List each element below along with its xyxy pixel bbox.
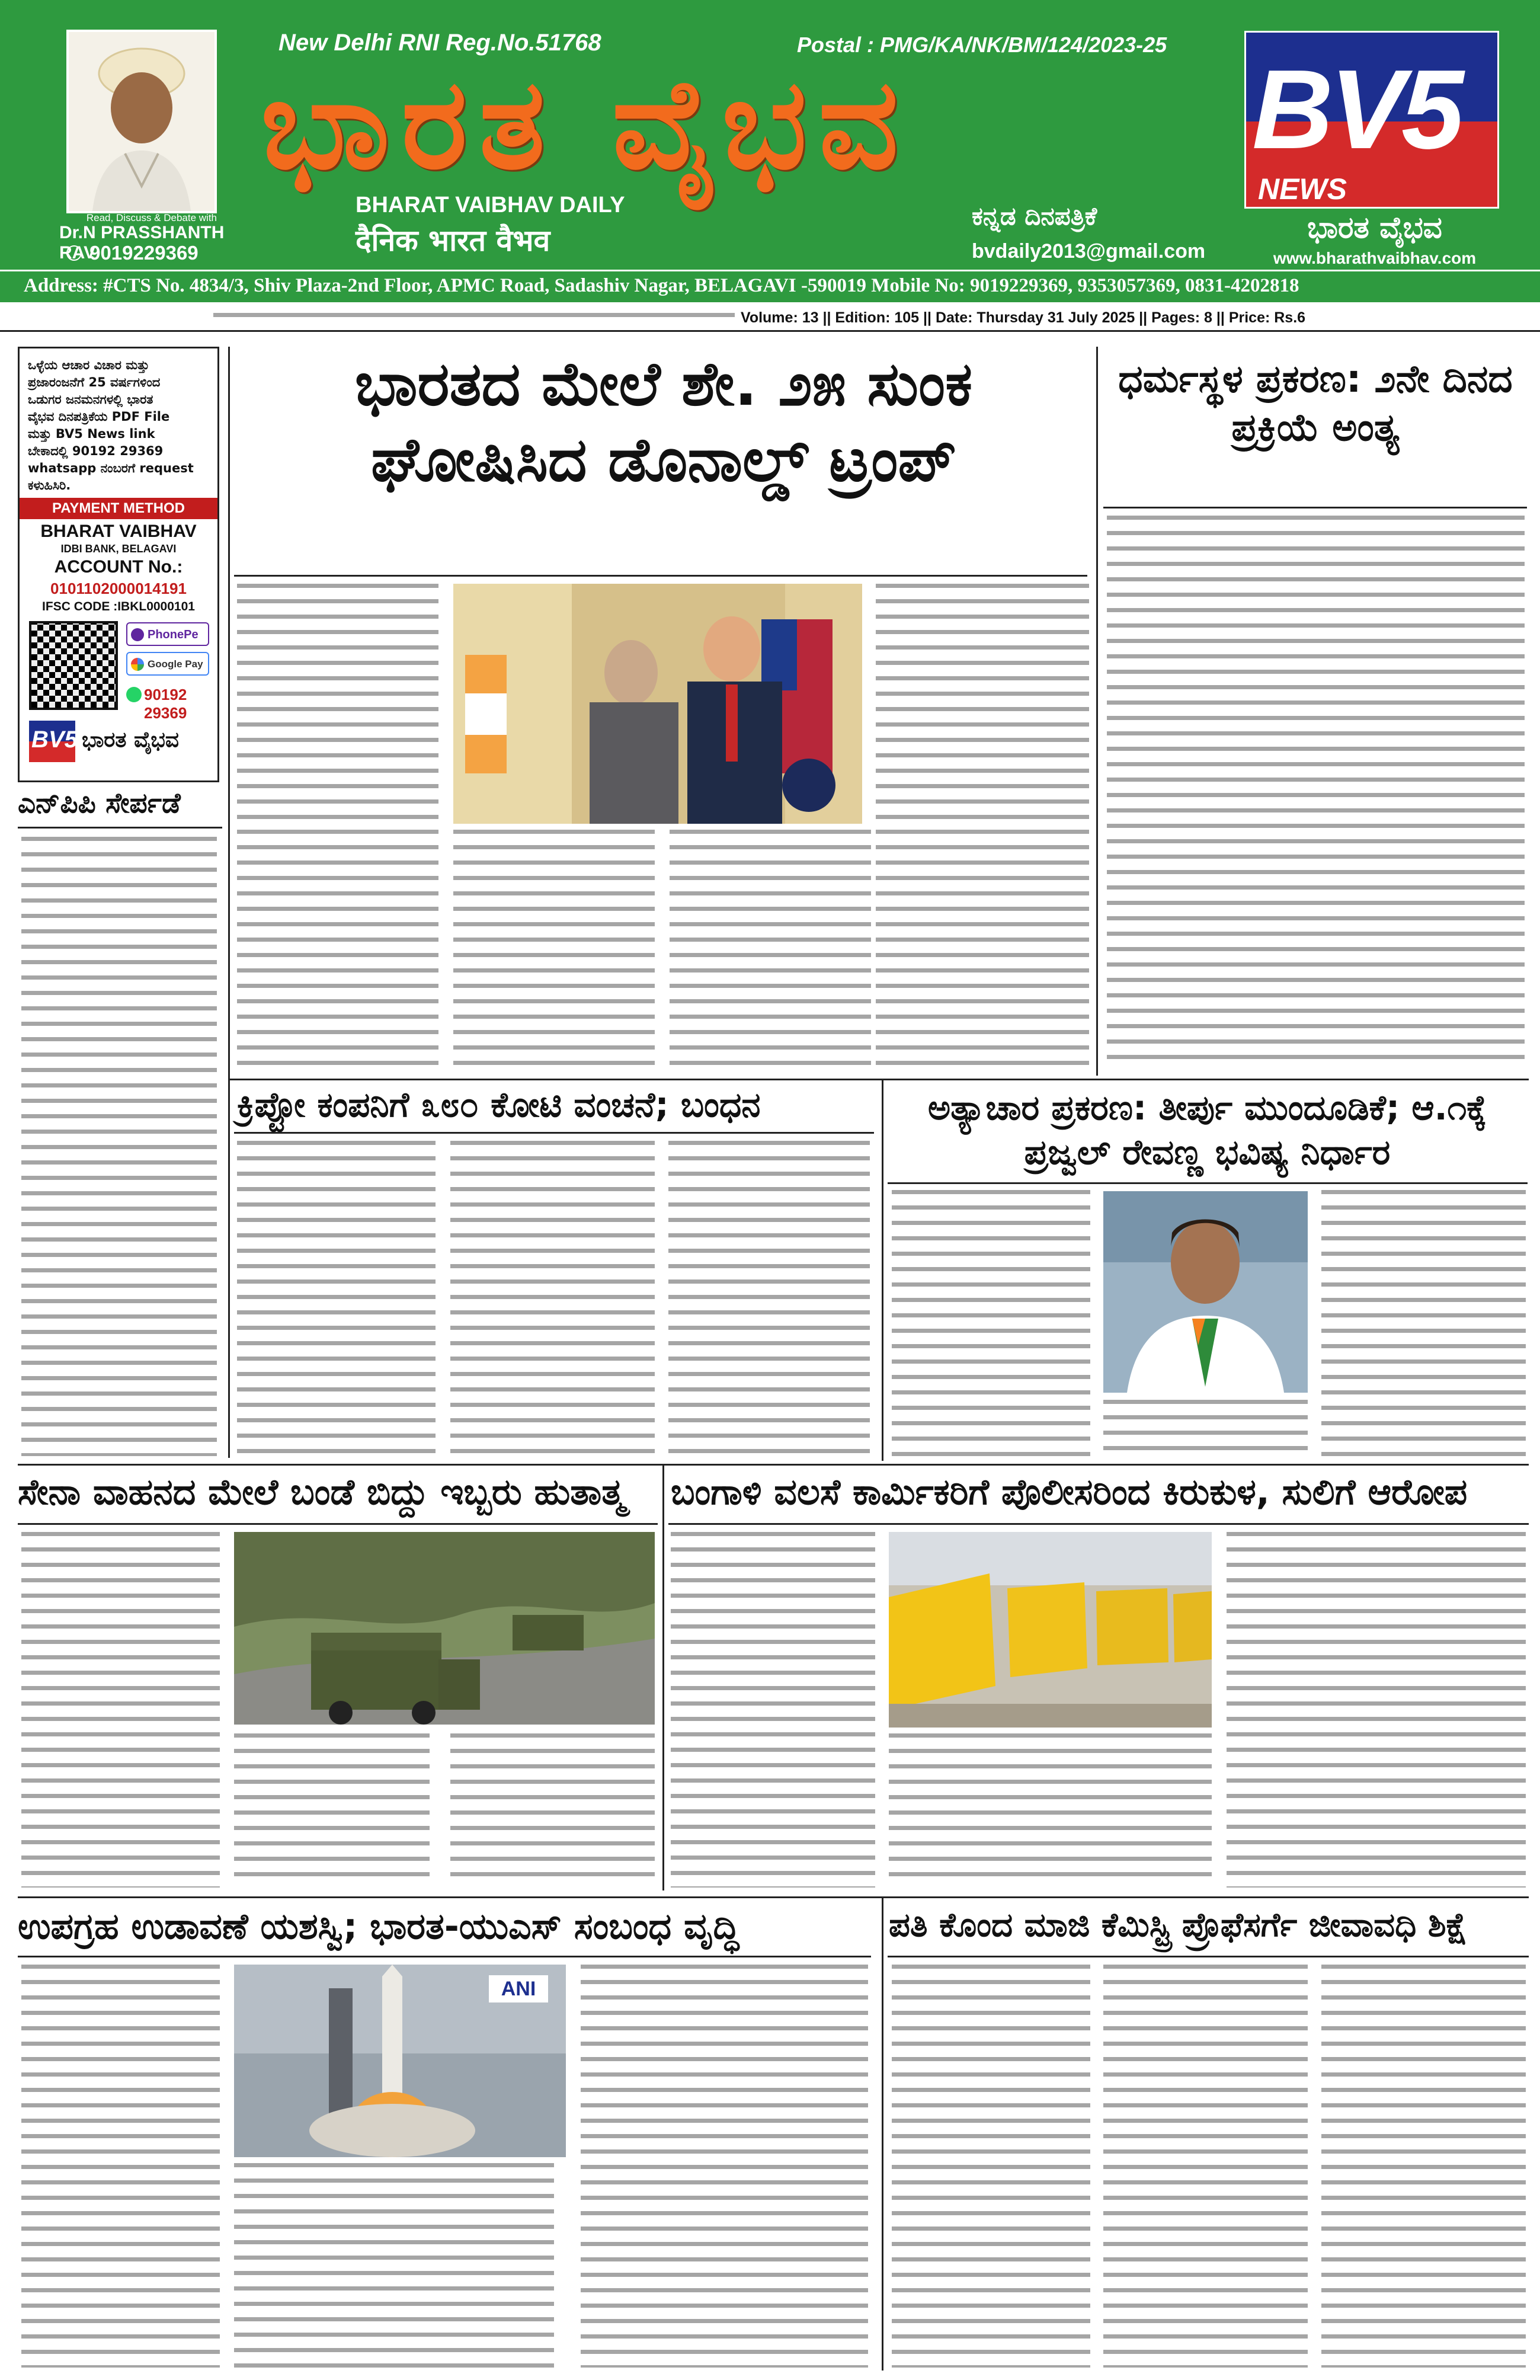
editor-name: Dr.N PRASSHANTH RAV xyxy=(59,223,225,263)
satellite-rule xyxy=(18,1956,871,1957)
row-rule-2 xyxy=(18,1464,1529,1466)
address-bar xyxy=(0,270,1540,302)
army-body-1 xyxy=(21,1532,220,1888)
lead-body-col2 xyxy=(876,584,1089,824)
info-line: ಬೇಕಾದಲ್ಲಿ 90192 29369 xyxy=(28,444,164,458)
crypto-body-3 xyxy=(668,1141,870,1461)
postal-number: Postal : PMG/KA/NK/BM/124/2023-25 xyxy=(797,33,1167,57)
left-column-body xyxy=(21,837,217,1456)
prajwal-rule xyxy=(888,1182,1528,1184)
info-box-lines xyxy=(20,348,217,494)
crypto-rule xyxy=(234,1132,874,1134)
bv5-logo-text: BV5 xyxy=(1252,47,1461,172)
bv5-logo xyxy=(1244,31,1499,209)
satellite-body-3 xyxy=(581,1965,868,2368)
army-truck-image xyxy=(234,1532,655,1725)
bank-name: IDBI BANK, BELAGAVI xyxy=(60,543,177,555)
gpay-icon xyxy=(131,658,144,671)
army-body-3 xyxy=(450,1733,655,1888)
murder-rule xyxy=(888,1956,1529,1957)
lead-rule xyxy=(234,575,1087,577)
phone-icon xyxy=(66,245,82,261)
murder-headline: ಪತಿ ಕೊಂದ ಮಾಜಿ ಕೆಮಿಸ್ಟ್ರಿ ಪ್ರೊಫೆಸರ್ಗೆ ಜೀವಾವಧಿ ಶಿಕ್ಷೆ xyxy=(889,1906,1468,1944)
prajwal-body-2 xyxy=(1321,1190,1526,1460)
col-rule-2 xyxy=(1096,347,1098,1076)
satellite-body-1 xyxy=(21,1965,220,2368)
issue-line-kannada xyxy=(213,313,735,322)
info-line: ವೈಭವ ದಿನಪತ್ರಿಕೆಯ PDF File xyxy=(28,410,170,424)
rni-number: New Delhi RNI Reg.No.51768 xyxy=(278,30,601,56)
right-top-rule xyxy=(1103,507,1527,508)
issue-line-bar xyxy=(0,305,1540,332)
satellite-headline: ಉಪಗ್ರಹ ಉಡಾವಣೆ ಯಶಸ್ವಿ; ಭಾರತ-ಯುಎಸ್ ಸಂಬಂಧ ವೃದ್ಧಿ xyxy=(18,1906,739,1947)
col-rule-4 xyxy=(662,1464,664,1890)
right-top-body xyxy=(1107,516,1525,1070)
bv5-kannada-label: ಭಾರತ ವೈಭವ xyxy=(1307,210,1442,245)
lead-headline: ಭಾರತದ ಮೇಲೆ ಶೇ. ೨೫ ಸುಂಕ ಘೋಷಿಸಿದ ಡೊನಾಲ್ಡ್ ಟ್ರಂಪ್ xyxy=(354,349,973,495)
lead-body-lower-2 xyxy=(453,830,655,1070)
right-top-headline: ಧರ್ಮಸ್ಥಳ ಪ್ರಕರಣ: ೨ನೇ ದಿನದ ಪ್ರಕ್ರಿಯೆ ಅಂತ್ಯ xyxy=(1118,357,1513,450)
masthead-title-english: BHARAT VAIBHAV DAILY xyxy=(356,193,625,217)
col-rule-3 xyxy=(882,1079,883,1461)
phonepe-icon xyxy=(131,628,144,641)
murder-body-2 xyxy=(1103,1965,1308,2368)
bv5-mini-logo xyxy=(29,721,78,762)
editor-photo xyxy=(66,30,217,213)
satellite-photo xyxy=(234,1965,566,2157)
bv5-mini-kannada: ಭಾರತ ವೈಭವ xyxy=(82,728,179,752)
phonepe-badge xyxy=(126,622,209,646)
murder-body-3 xyxy=(1321,1965,1526,2368)
masthead xyxy=(0,0,1540,302)
editor-portrait-image xyxy=(69,32,214,211)
prajwal-photo xyxy=(1103,1191,1308,1393)
prajwal-body-3 xyxy=(1103,1400,1308,1459)
qr-phone xyxy=(126,683,215,722)
army-rule xyxy=(18,1523,658,1525)
editor-phone-row xyxy=(66,242,232,265)
ifsc-code: IFSC CODE :IBKL0000101 xyxy=(42,600,195,613)
ani-watermark: ANI xyxy=(489,1975,548,2002)
murder-body-1 xyxy=(892,1965,1090,2368)
bengal-body-1 xyxy=(671,1532,875,1888)
address-text: Address: #CTS No. 4834/3, Shiv Plaza-2nd Floor, APMC Road, Sadashiv Nagar, BELAGAVI -590019 Mobile No: 9019229369, 9353057369, 0831-4202818 xyxy=(24,275,1299,296)
masthead-title-hindi: दैनिक भारत वैभव xyxy=(356,223,550,258)
info-line: whatsapp ನಂಬರಗೆ request xyxy=(28,461,194,475)
army-photo xyxy=(234,1532,655,1725)
lead-body-lower-3 xyxy=(670,830,871,1070)
lead-body-col1 xyxy=(237,584,438,824)
website-url: www.bharathvaibhav.com xyxy=(1273,249,1477,267)
army-headline: ಸೇನಾ ವಾಹನದ ಮೇಲೆ ಬಂಡೆ ಬಿದ್ದು ಇಬ್ಬರು ಹುತಾತ್ಮ xyxy=(18,1471,626,1513)
info-line: ಒಡುಗರ ಜನಮನಗಳಲ್ಲಿ ಭಾರತ xyxy=(28,392,153,407)
info-line: ಪ್ರಜಾರಂಜನೆಗೆ 25 ವರ್ಷಗಳಿಂದ xyxy=(28,375,161,389)
editor-phone: 9019229369 xyxy=(89,242,198,264)
masthead-title-kannada: ಭಾರತ ವೈಭವ xyxy=(261,52,911,197)
gpay-badge xyxy=(126,652,209,676)
gpay-label: Google Pay xyxy=(148,658,203,670)
payee-name: BHARAT VAIBHAV xyxy=(40,522,197,541)
row-rule-1 xyxy=(228,1079,1529,1080)
bv5-news-text: NEWS xyxy=(1258,172,1347,206)
prajwal-headline: ಅತ್ಯಾಚಾರ ಪ್ರಕರಣ: ತೀರ್ಪು ಮುಂದೂಡಿಕೆ; ಆ.೧ಕ್ಕೆ ಪ್ರಜ್ವಲ್ ರೇವಣ್ಣ ಭವಿಷ್ಯ ನಿರ್ಧಾರ xyxy=(927,1087,1487,1173)
lead-body-lower-4 xyxy=(876,830,1089,1070)
prajwal-body-1 xyxy=(892,1190,1090,1460)
satellite-body-2 xyxy=(234,2163,554,2368)
qr-phone-number: 90192 29369 xyxy=(144,686,187,722)
prajwal-revanna-image xyxy=(1103,1191,1308,1393)
bengal-body-3 xyxy=(1227,1532,1526,1888)
crypto-body-2 xyxy=(450,1141,655,1461)
bengal-rule xyxy=(668,1523,1529,1525)
col-rule-5 xyxy=(882,1896,883,2371)
masthead-email: bvdaily2013@gmail.com xyxy=(972,240,1206,263)
whatsapp-icon xyxy=(126,687,142,702)
payment-method-header: PAYMENT METHOD xyxy=(20,498,217,519)
qr-code xyxy=(29,621,118,710)
account-label: ACCOUNT No.: xyxy=(54,557,183,577)
account-number: 0101102000014191 xyxy=(50,580,187,597)
migrant-shelters-image xyxy=(889,1532,1212,1728)
bengal-photo xyxy=(889,1532,1212,1728)
info-line: ಕಳುಹಿಸಿರಿ. xyxy=(28,478,71,492)
issue-line: Volume: 13 || Edition: 105 || Date: Thursday 31 July 2025 || Pages: 8 || Price: Rs.6 xyxy=(741,309,1306,326)
phonepe-label: PhonePe xyxy=(148,628,198,641)
crypto-body-1 xyxy=(237,1141,436,1461)
bv5-mini-text: BV5 xyxy=(31,727,78,753)
army-body-2 xyxy=(234,1733,430,1888)
col-rule-1 xyxy=(228,347,230,1458)
info-line: ಮತ್ತು BV5 News link xyxy=(28,427,155,441)
modi-trump-handshake-image xyxy=(453,584,862,824)
left-column-rule xyxy=(18,827,222,828)
lead-body-lower-1 xyxy=(237,830,438,1070)
info-line: ಒಳ್ಳೆಯ ಆಚಾರ ವಿಚಾರ ಮತ್ತು xyxy=(28,358,149,372)
bengal-headline: ಬಂಗಾಳಿ ವಲಸೆ ಕಾರ್ಮಿಕರಿಗೆ ಪೊಲೀಸರಿಂದ ಕಿರುಕುಳ, ಸುಲಿಗೆ ಆರೋಪ xyxy=(671,1471,1468,1513)
info-box xyxy=(18,347,219,782)
editor-caption: Read, Discuss & Debate with xyxy=(86,212,217,223)
masthead-tagline: ಕನ್ನಡ ದಿನಪತ್ರಿಕೆ xyxy=(972,201,1097,231)
bengal-body-2 xyxy=(889,1733,1212,1888)
crypto-headline: ಕ್ರಿಪ್ಟೋ ಕಂಪನಿಗೆ ೩೮೦ ಕೋಟಿ ವಂಚನೆ; ಬಂಧನ xyxy=(237,1085,761,1125)
row-rule-3 xyxy=(18,1896,1529,1898)
left-column-headline: ಎನ್‌ಪಿಪಿ ಸೇರ್ಪಡೆ xyxy=(18,787,181,820)
lead-photo xyxy=(453,584,862,824)
